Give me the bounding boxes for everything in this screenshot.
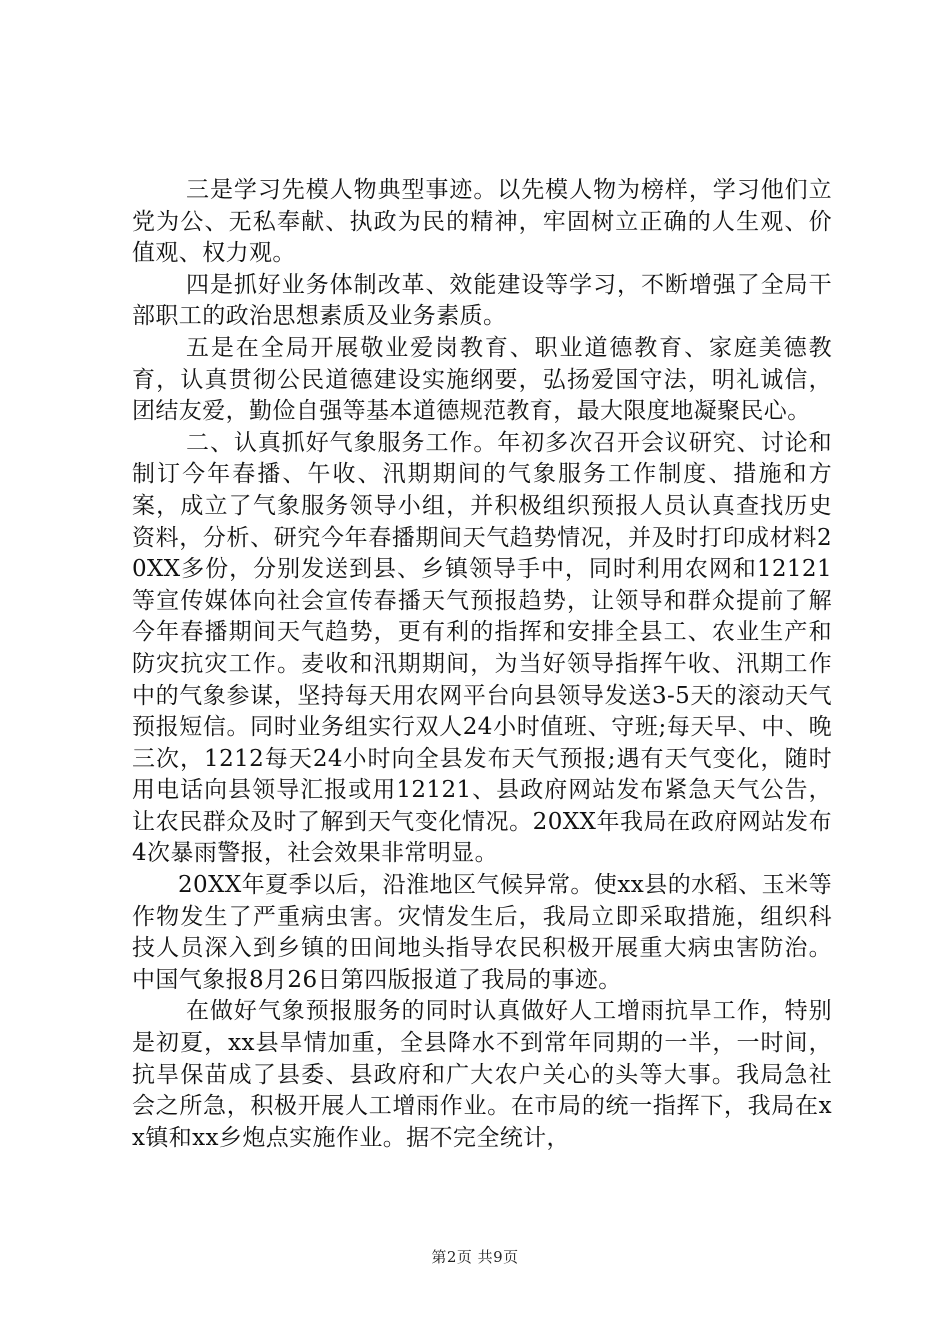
paragraph-ethics-education: 五是在全局开展敬业爱岗教育、职业道德教育、家庭美德教育，认真贯彻公民道德建设实施纲要，弘扬爱国守法，明礼诚信，团结友爱，勤俭自强等基本道德规范教育，最大限度地凝聚民心。 bbox=[132, 334, 832, 425]
paragraph-weather-service: 二、认真抓好气象服务工作。年初多次召开会议研究、讨论和制订今年春播、午收、汛期期间的气象服务工作制度、措施和方案，成立了气象服务领导小组，并积极组织预报人员认真查找历史资料，分析、研究今年春播期间天气趋势情况，并及时打印成材料20XX多份，分别发送到县、乡镇领导手中，同时利用农网和12121等宣传媒体向社会宣传春播天气预报趋势，让领导和群众提前了解今年春播期间天气趋势，更有利的指挥和安排全县工、农业生产和防灾抗灾工作。麦收和汛期期间，为当好领导指挥午收、汛期工作中的气象参谋，坚持每天用农网平台向县领导发送3-5天的滚动天气预报短信。同时业务组实行双人24小时值班、守班;每天早、中、晚三次，1212每天24小时向全县发布天气预报;遇有天气变化，随时用电话向县领导汇报或用12121、县政府网站发布紧急天气公告，让农民群众及时了解到天气变化情况。20XX年我局在政府网站发布4次暴雨警报，社会效果非常明显。 bbox=[132, 429, 832, 867]
paragraph-study-models: 三是学习先模人物典型事迹。以先模人物为榜样，学习他们立党为公、无私奉献、执政为民的精神，牢固树立正确的人生观、价值观、权力观。 bbox=[132, 177, 832, 267]
paragraph-rain-enhancement: 在做好气象预报服务的同时认真做好人工增雨抗旱工作，特别是初夏，xx县旱情加重，全县降水不到常年同期的一半，一时间，抗旱保苗成了县委、县政府和广大农户关心的头等大事。我局急社会之所急，积极开展人工增雨作业。在市局的统一指挥下，我局在xx镇和xx乡炮点实施作业。据不完全统计， bbox=[132, 998, 832, 1151]
paragraph-reform-study: 四是抓好业务体制改革、效能建设等学习，不断增强了全局干部职工的政治思想素质及业务素质。 bbox=[132, 271, 832, 330]
document-body bbox=[132, 175, 832, 1154]
page-number-footer: 第2页 共9页 bbox=[431, 1248, 519, 1266]
paragraph-pest-control: 20XX年夏季以后，沿淮地区气候异常。使xx县的水稻、玉米等作物发生了严重病虫害。灾情发生后，我局立即采取措施，组织科技人员深入到乡镇的田间地头指导农民积极开展重大病虫害防治。中国气象报8月26日第四版报道了我局的事迹。 bbox=[132, 872, 832, 993]
